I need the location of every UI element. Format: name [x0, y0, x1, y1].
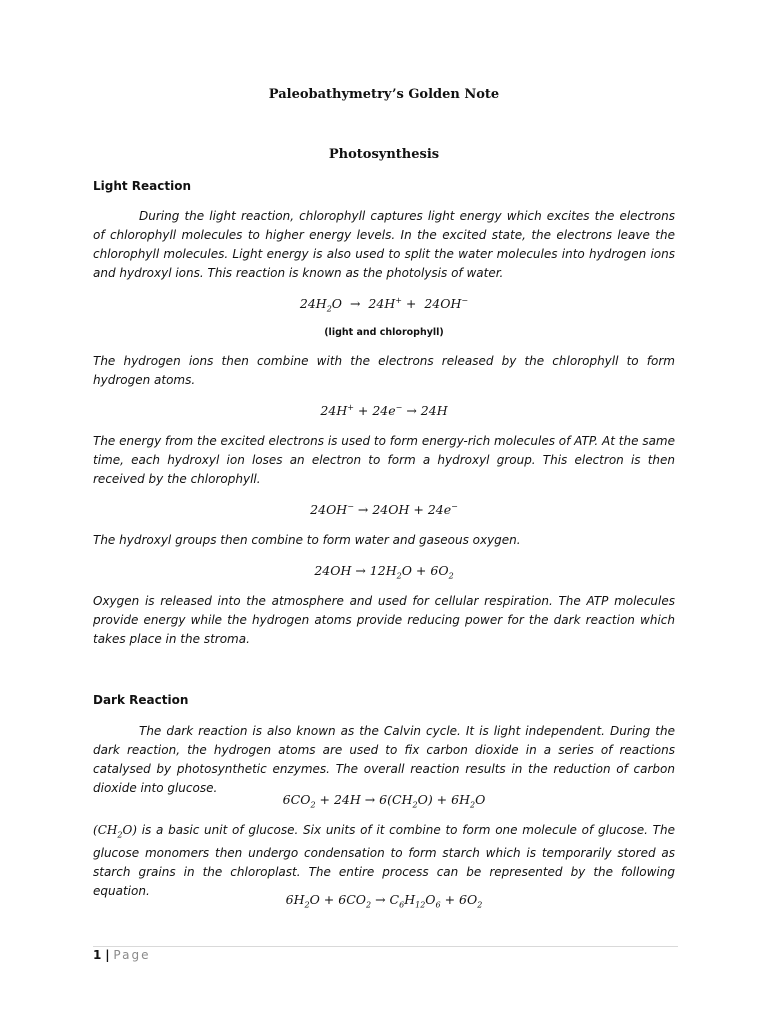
- footer-divider: [93, 946, 678, 947]
- light-paragraph-5: Oxygen is released into the atmosphere and used for cellular respiration. The ATP molecules provide energy while the hydrogen atoms provide reducing power for the dark reaction which takes place in the stroma.: [93, 594, 675, 646]
- equation-hydroxyl-group: 24OH− → 24OH + 24e−: [310, 502, 458, 518]
- dark-paragraph-2-text: is a basic unit of glucose. Six units of it combine to form one molecule of glucose. The glucose monomers then undergo condensation to form starch which is temporarily stored as starch grains in the chloroplast. The entire process can be represented by the following equation.: [93, 823, 675, 899]
- inline-formula-ch2o: $(CH_2O)$: [93, 823, 137, 840]
- document-title: Paleobathymetry’s Golden Note: [268, 87, 500, 102]
- page-number: 1: [93, 948, 102, 962]
- page-footer: [93, 948, 150, 962]
- light-reaction-heading: Light Reaction: [93, 179, 192, 193]
- equation-photolysis: $24H_2O \to 24H^+ + 24OH^-$: [299, 296, 469, 314]
- equation-note: (light and chlorophyll): [324, 327, 444, 338]
- equation-carbon-fixation: $6CO_2 + 24H \to 6(CH_2O) + 6H_2O$: [282, 792, 486, 810]
- page-label: Page: [113, 948, 151, 962]
- footer-separator: |: [105, 948, 110, 962]
- light-paragraph-3: The energy from the excited electrons is used to form energy-rich molecules of ATP. At the same time, each hydroxyl ion loses an electron to form a hydroxyl group. This electron is then received by the chlorophyll.: [93, 434, 675, 486]
- dark-paragraph-2: [93, 821, 675, 901]
- section-title: Photosynthesis: [328, 147, 440, 162]
- dark-paragraph-1: The dark reaction is also known as the Calvin cycle. It is light independent. During the dark reaction, the hydrogen atoms are used to fix carbon dioxide in a series of reactions catalysed by photosynthetic enzymes. The overall reaction results in the reduction of carbon dioxide into glucose.: [93, 724, 675, 795]
- light-paragraph-4: The hydroxyl groups then combine to form water and gaseous oxygen.: [93, 533, 521, 547]
- light-paragraph-2: The hydrogen ions then combine with the electrons released by the chlorophyll to form hydrogen atoms.: [93, 354, 675, 387]
- equation-hydrogen-atoms: 24H+ + 24e− → 24H: [320, 403, 448, 419]
- dark-reaction-heading: Dark Reaction: [93, 693, 189, 707]
- light-paragraph-1: During the light reaction, chlorophyll captures light energy which excites the electrons of chlorophyll molecules to higher energy levels. In the excited state, the electrons leave the chlorophyll molecules. Light energy is also used to split the water molecules into hydrogen ions and hydroxyl ions. This reaction is known as the photolysis of water.: [93, 209, 675, 280]
- equation-water-oxygen: $24OH \to 12H_2O + 6O_2$: [314, 563, 454, 581]
- equation-overall: $6H_2O + 6CO_2 \to C_6H_{12}O_6 + 6O_2$: [285, 892, 483, 910]
